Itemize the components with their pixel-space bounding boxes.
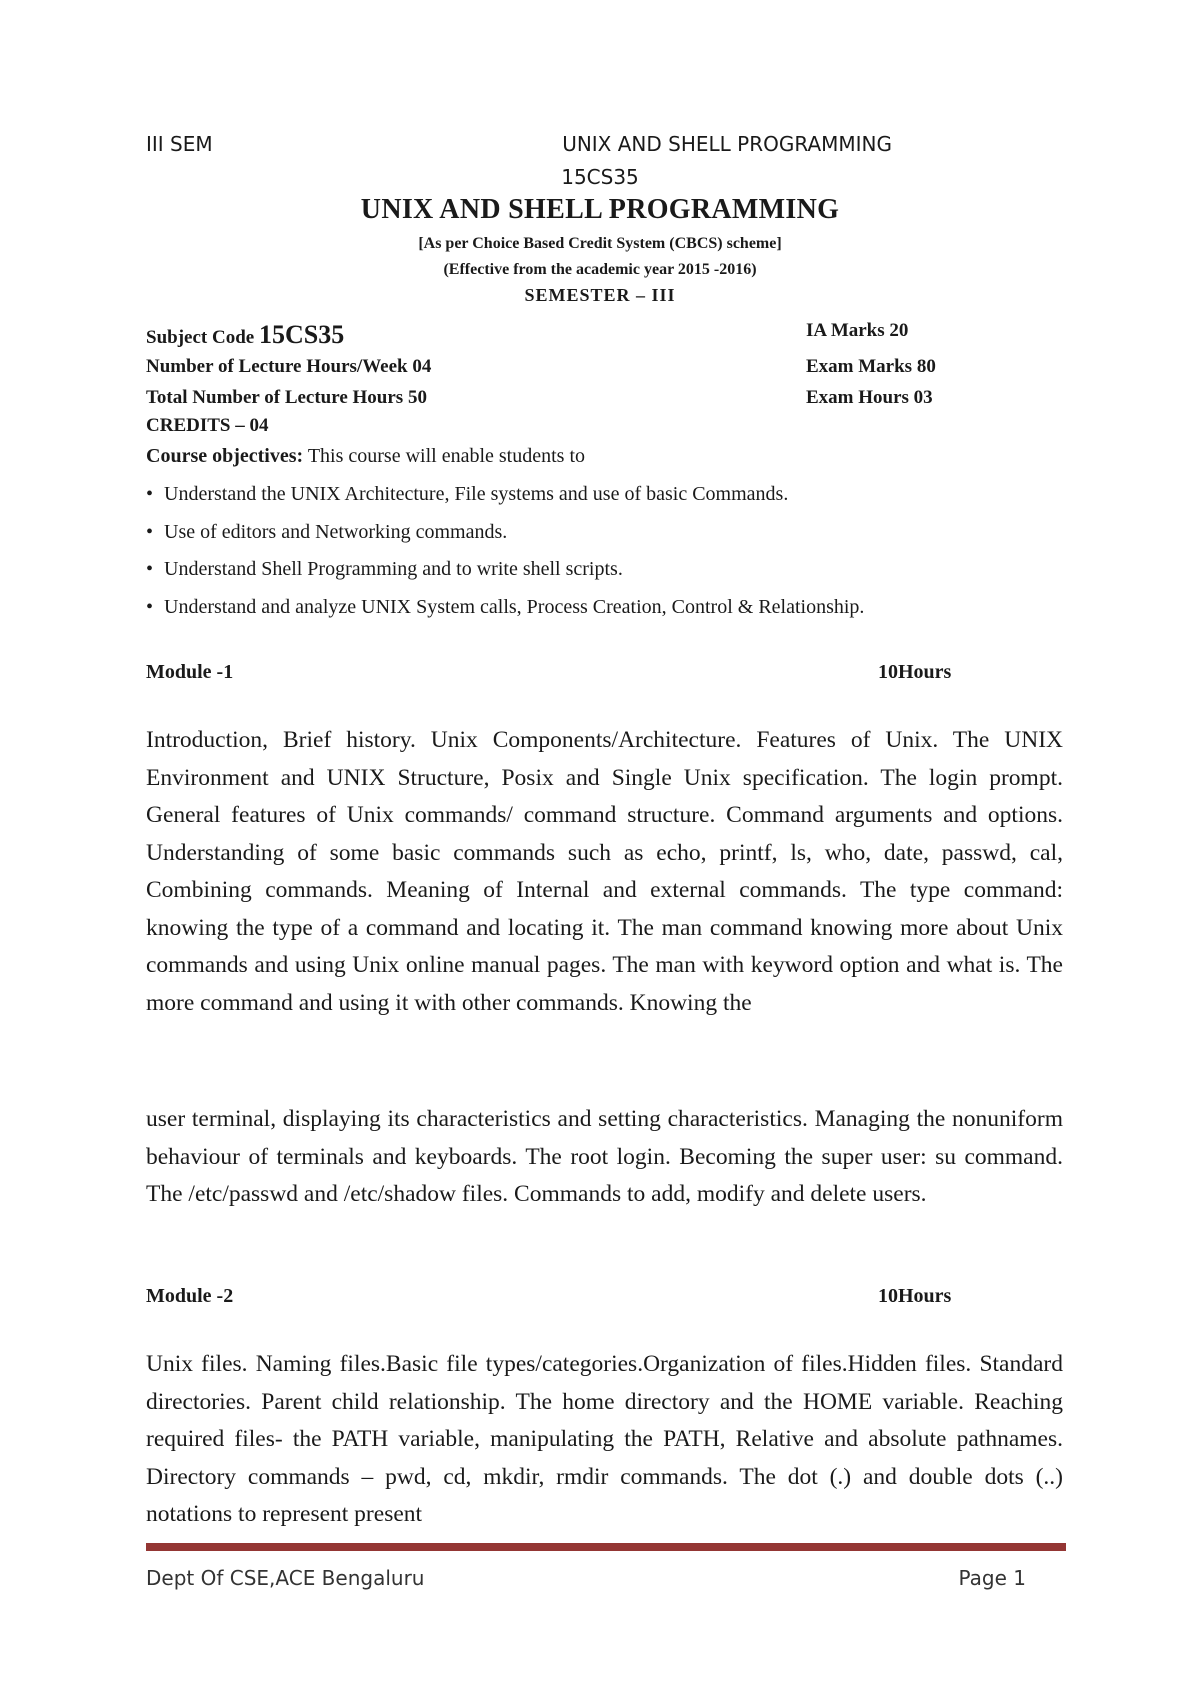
semester-heading: SEMESTER – III — [524, 285, 676, 305]
footer-department: Dept Of CSE,ACE Bengaluru — [146, 1566, 425, 1590]
module-1-paragraph-1: Introduction, Brief history. Unix Components/Architecture. Features of Unix. The UNIX Environment and UNIX Structure, Posix and Single Unix specification. The login prompt. General features of Unix commands/ command structure. Command arguments and options. Understanding of some basic commands such as echo, printf, ls, who, date, passwd, cal, Combining commands. Meaning of Internal and external commands. The type command: knowing the type of a command and locating it. The man command knowing more about Unix commands and using Unix online manual pages. The man with keyword option and what is. The more command and using it with other commands. Knowing the — [146, 727, 1063, 1016]
list-item: • Understand the UNIX Architecture, File systems and use of basic Commands. — [146, 483, 789, 505]
course-objectives-text: This course will enable students to — [303, 445, 585, 467]
header-course-code: 15CS35 — [561, 165, 639, 189]
course-objectives-label: Course objectives: — [146, 445, 304, 467]
footer-page-number: Page 1 — [958, 1566, 1026, 1590]
footer-rule — [146, 1543, 1066, 1551]
module-2-hours: 10Hours — [878, 1285, 952, 1307]
effective-year-note: (Effective from the academic year 2015 -2016) — [443, 261, 757, 278]
bullet-icon: • — [146, 558, 154, 580]
list-item: • Understand and analyze UNIX System calls, Process Creation, Control & Relationship. — [146, 595, 865, 618]
module-2-paragraph-1: Unix files. Naming files.Basic file types/categories.Organization of files.Hidden files. Standard directories. Parent child relationship. The home directory and the HOME variable. Reaching required files- the PATH variable, manipulating the PATH, Relative and absolute pathnames. Directory commands – pwd, cd, mkdir, rmdir commands. The dot (.) and double dots (..) notations to represent present — [146, 1351, 1063, 1527]
module-2-label: Module -2 — [146, 1285, 234, 1307]
ia-marks: IA Marks 20 — [806, 320, 909, 341]
bullet-icon: • — [146, 595, 154, 618]
course-objectives-intro — [146, 445, 585, 468]
module-1-paragraph-2: user terminal, displaying its characteristics and setting characteristics. Managing the nonuniform behaviour of terminals and keyboards. The root login. Becoming the super user: su command. The /etc/passwd and /etc/shadow files. Commands to add, modify and delete users. — [146, 1106, 1063, 1207]
module-1-label: Module -1 — [146, 661, 234, 683]
list-item: • Use of editors and Networking commands. — [146, 520, 508, 543]
subject-code: Subject Code 15CS35 — [146, 320, 345, 349]
objectives-list — [146, 482, 1066, 632]
lecture-hours-week: Number of Lecture Hours/Week 04 — [146, 356, 432, 377]
exam-hours: Exam Hours 03 — [806, 387, 933, 408]
module-1-hours: 10Hours — [878, 661, 952, 683]
list-item: • Understand Shell Programming and to write shell scripts. — [146, 558, 623, 580]
header-semester: III SEM — [146, 132, 213, 156]
exam-marks: Exam Marks 80 — [806, 356, 936, 377]
page-title: UNIX AND SHELL PROGRAMMING — [360, 194, 840, 225]
credits: CREDITS – 04 — [146, 415, 269, 436]
bullet-icon: • — [146, 483, 154, 505]
subject-code-value: 15CS35 — [258, 320, 345, 349]
scheme-note: [As per Choice Based Credit System (CBCS) scheme] — [418, 235, 782, 252]
total-lecture-hours: Total Number of Lecture Hours 50 — [146, 387, 427, 408]
bullet-icon: • — [146, 520, 154, 543]
header-course-title: UNIX AND SHELL PROGRAMMING — [562, 132, 892, 156]
